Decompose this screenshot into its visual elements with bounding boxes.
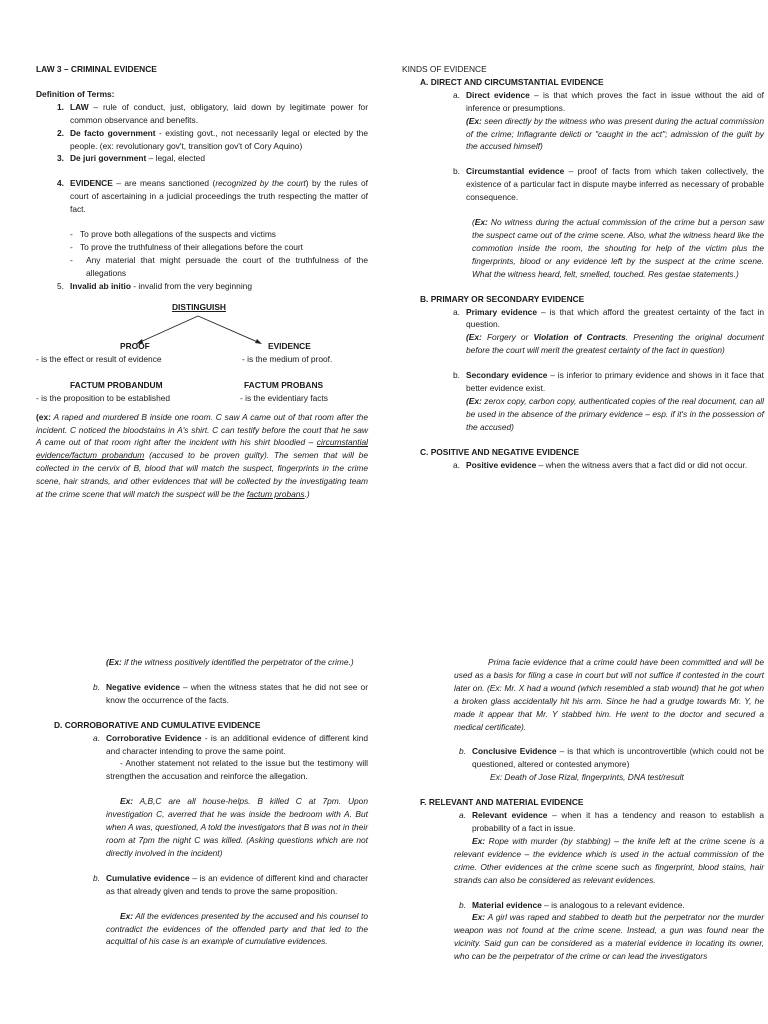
- list-item: b. Material evidence – is analogous to a relevant evidence.: [459, 899, 685, 910]
- bullet-item: - Any material that might persuade the court of the truthfulness of the allegations: [70, 254, 368, 278]
- distinguish-title: DISTINGUISH: [172, 301, 226, 312]
- factum-probandum-definition: - is the proposition to be established: [36, 392, 171, 403]
- list-item: a. Corroborative Evidence - is an additional evidence of different kind and character intending to prove the same point.: [93, 732, 369, 756]
- distinguish-example: (ex: A raped and murdered B inside one room. C saw A came out of that room after the incident. C noticed the bloodstains in A's shirt. C can testify before the court that he saw A came out of that room right after the incident with his shirt bloodied – circumstantial evidence/factum probandum (accused to be proven guilty). The semen that will be collected in the cervix of B, blood that will match the suspect, fingerprints in the crime scene, hair strands, and other evidences that will be collected by the investigating team at the crime scene that will match the suspect will be the factum probans.): [36, 411, 368, 500]
- evidence-definition: - is the medium of proof.: [242, 353, 333, 364]
- proof-definition: - is the effect or result of evidence: [36, 353, 162, 364]
- factum-probans-definition: - is the evidentiary facts: [240, 392, 328, 403]
- proof-label: PROOF: [120, 340, 150, 351]
- material-example: Ex: A girl was raped and stabbed to death but the perpetrator nor the murder weapon was not found at the crime scene. Instead, a gun was found near the vicinity. Said gun can be considered as a material evidence in locating its owner, who can be the perpetrator of the crime or can lead the investigators: [454, 912, 764, 962]
- conclusive-example: Ex: Death of Jose Rizal, fingerprints, DNA test/result: [490, 772, 684, 783]
- corroborative-example: Ex: A,B,C are all house-helps. B killed C at 7pm. Upon investigation C, averred that he was inside the bedroom with A. But when A was, questioned, A told the investigators that B was not in their room at 7pm the night C was killed. (Asking questions which are not directly involved in the incident): [106, 796, 368, 858]
- section-c-heading: C. POSITIVE AND NEGATIVE EVIDENCE: [420, 446, 580, 457]
- definition-heading: Definition of Terms:: [36, 88, 115, 99]
- list-item: a. Direct evidence – is that which proves the fact in issue without the aid of inference or presumptions. (Ex: seen directly by the witness who was present during the actual commission of the crime; Inflagrante delicti or "caught in the act"; admission of the guilt by the accused himself): [453, 89, 764, 152]
- list-item: b. Negative evidence – when the witness states that he did not see or know the occurrence of the facts.: [93, 681, 368, 705]
- section-a-heading: A. DIRECT AND CIRCUMSTANTIAL EVIDENCE: [420, 76, 604, 87]
- left-column-bottom: [36, 656, 368, 948]
- list-item: b. Secondary evidence – is inferior to primary evidence and shows in it face that better evidence exist. (Ex: zerox copy, carbon copy, authenticated copies of the real document, can all be used in the absence of the primary evidence – esp. if it's in the possession of the accused): [453, 370, 765, 432]
- positive-example: (Ex: if the witness positively identified the perpetrator of the crime.): [106, 657, 354, 667]
- kinds-heading: KINDS OF EVIDENCE: [402, 64, 487, 74]
- distinguish-diagram: [36, 293, 368, 405]
- cumulative-example: Ex: All the evidences presented by the accused and his counsel to contradict the evidences of the offended party and that led to the acquittal of his case is an example of cumulative evidences.: [106, 910, 368, 947]
- relevant-example: Ex: Rope with murder (by stabbing) – the knife left at the crime scene is a relevant evidence – the evidence which is used in the actual commission of the crime. Other evidences at the crime scene such as fingerprint, blood stains, hair strands can also be considered as relevant evidences.: [454, 835, 764, 885]
- section-f-heading: F. RELEVANT AND MATERIAL EVIDENCE: [420, 797, 584, 808]
- right-column-bottom: [402, 656, 764, 963]
- term-item: 4. EVIDENCE – are means sanctioned (recognized by the court) by the rules of court of ascertaining in a judicial proceedings the truth respecting the matter of fact.: [57, 178, 368, 215]
- evidence-label: EVIDENCE: [268, 340, 311, 351]
- page-title: LAW 3 – CRIMINAL EVIDENCE: [36, 64, 157, 74]
- list-item: a. Positive evidence – when the witness avers that a fact did or did not occur.: [453, 459, 748, 470]
- factum-probans-label: FACTUM PROBANS: [244, 379, 324, 390]
- list-item: b. Conclusive Evidence – is that which is uncontrovertible (which could not be questioned, altered or contested anymore): [459, 746, 764, 770]
- left-column-top: [36, 63, 368, 501]
- corroborative-note: - Another statement not related to the issue but the testimony will strengthen the accusation and reinforce the allegation.: [106, 758, 368, 782]
- list-item: a. Primary evidence – is that which afford the greatest certainty of the fact in question. (Ex: Forgery or Violation of Contracts. Presenting the original document before the court will merit the greatest certainty of the fact in question): [453, 306, 764, 356]
- term-item: 5. Invalid ab initio - invalid from the very beginning: [57, 280, 253, 291]
- section-d-heading: D. CORROBORATIVE AND CUMULATIVE EVIDENCE: [54, 719, 261, 730]
- section-b-heading: B. PRIMARY OR SECONDARY EVIDENCE: [420, 293, 585, 304]
- term-item: 2. De facto government - existing govt., not necessarily legal or elected by the people. (ex: revolutionary gov't, transition gov't of Cory Aquino): [57, 127, 368, 151]
- term-item: 1. LAW – rule of conduct, just, obligatory, laid down by legitimate power for common observance and benefits.: [57, 101, 368, 125]
- prima-facie-paragraph: Prima facie evidence that a crime could have been committed and will be used as a basis for filing a case in court but will not suffice if contested in the court later on. (Ex: Mr. X had a wound (which resembled a stab wound) that he got when a broken glass accidentally hit his arm. Since he had a grudge towards Mr. Y, he made it appear that Mr. Y stabbed him. He went to the doctor and secured a medical certificate).: [454, 657, 764, 732]
- bullet-item: - To prove both allegations of the suspects and victims: [70, 229, 276, 240]
- right-column-top: [402, 63, 764, 471]
- list-item: b. Cumulative evidence – is an evidence of different kind and character as that already given and tends to prove the same proposition.: [93, 872, 368, 896]
- term-item: 3. De juri government – legal, elected: [57, 153, 205, 164]
- list-item: a. Relevant evidence – when it has a tendency and reason to establish a probability of a fact in issue.: [459, 810, 764, 833]
- list-item: b. Circumstantial evidence – proof of facts from which taken collectively, the existence of a particular fact in dispute maybe inferred as necessary of probable consequence.: [453, 166, 764, 203]
- bullet-item: - To prove the truthfulness of their allegations before the court: [70, 241, 303, 252]
- circumstantial-example: (Ex: No witness during the actual commission of the crime but a person saw the suspect came out of the crime scene. Also, what the witness heard like the commotion inside the room, the shouting for help of the victim plus the fingerprints, blood or any evidence left by the suspect at the crime scene. What the witness heard, felt, smelled, touched. Res gestae statements.): [472, 217, 764, 279]
- factum-probandum-label: FACTUM PROBANDUM: [70, 379, 163, 390]
